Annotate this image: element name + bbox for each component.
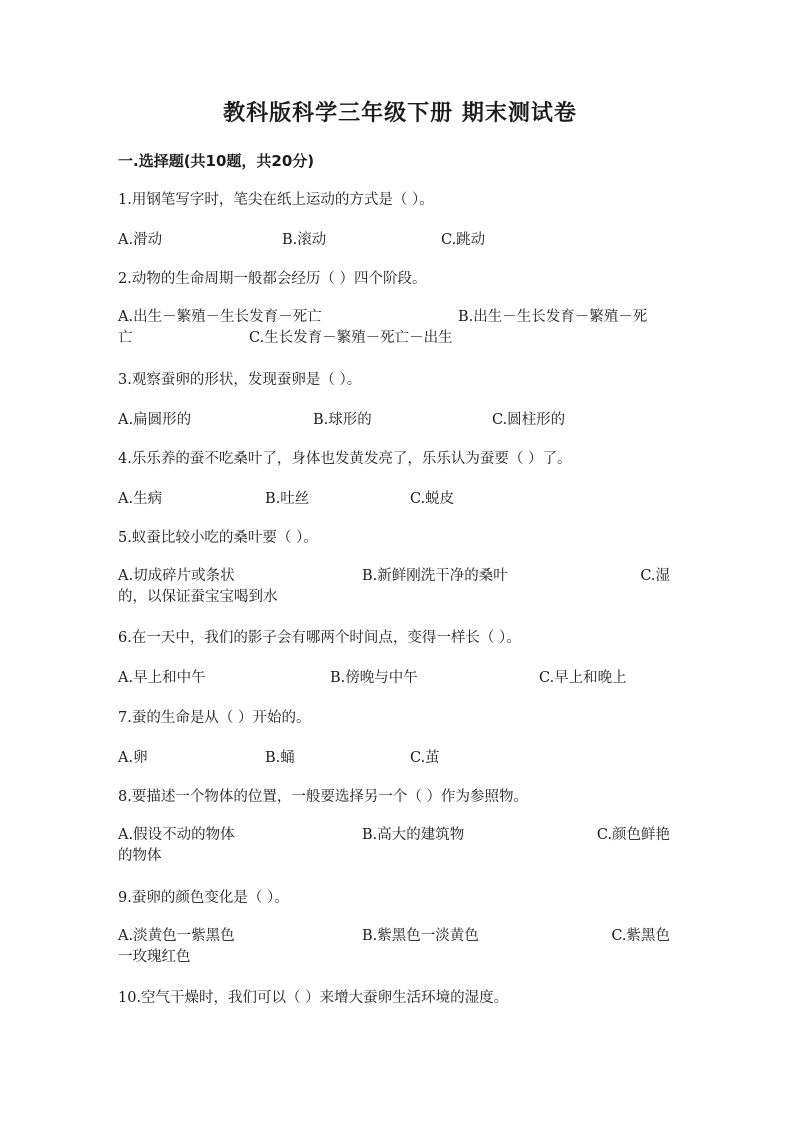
option-a: A.假设不动的物体 bbox=[118, 827, 235, 843]
page-title: 教科版科学三年级下册 期末测试卷 bbox=[223, 101, 577, 126]
question-1-options bbox=[118, 228, 670, 250]
option-a: A.淡黄色一紫黑色 bbox=[118, 928, 235, 944]
question-9: 9.蚕卵的颜色变化是（ ）。 bbox=[118, 890, 289, 906]
question-8: 8.要描述一个物体的位置，一般要选择另一个（ ）作为参照物。 bbox=[118, 789, 528, 805]
section-heading: 一.选择题(共10题，共20分) bbox=[118, 152, 315, 170]
question-6: 6.在一天中，我们的影子会有哪两个时间点，变得一样长（ ）。 bbox=[118, 630, 521, 646]
option-a: A.出生－繁殖－生长发育－死亡 bbox=[118, 309, 322, 325]
option-b: B.滚动 bbox=[282, 232, 327, 248]
option-c: C.颜色鲜艳 bbox=[596, 827, 670, 843]
option-b: B.吐丝 bbox=[265, 491, 310, 507]
option-b: B.蛹 bbox=[265, 750, 295, 766]
option-a: A.切成碎片或条状 bbox=[118, 568, 235, 584]
option-a: A.卵 bbox=[118, 750, 148, 766]
option-c: C.蜕皮 bbox=[410, 491, 455, 507]
option-b: B.傍晚与中午 bbox=[330, 670, 418, 686]
question-7-options bbox=[118, 746, 670, 768]
question-1: 1.用钢笔写字时，笔尖在纸上运动的方式是（ ）。 bbox=[118, 192, 434, 208]
option-c-continued: 的物体 bbox=[118, 848, 162, 864]
question-4-options bbox=[118, 487, 670, 509]
option-a: A.早上和中午 bbox=[118, 670, 206, 686]
option-b: B.球形的 bbox=[313, 412, 372, 428]
option-b: B.高大的建筑物 bbox=[362, 827, 465, 843]
option-c: C.茧 bbox=[410, 750, 440, 766]
question-2-options bbox=[118, 307, 670, 349]
option-a: A.滑动 bbox=[118, 232, 163, 248]
option-b: B.出生－生长发育－繁殖－死 bbox=[458, 309, 648, 325]
option-c: C.早上和晚上 bbox=[539, 670, 627, 686]
question-5: 5.蚁蚕比较小吃的桑叶要（ ）。 bbox=[118, 530, 318, 546]
option-a: A.生病 bbox=[118, 491, 163, 507]
question-6-options bbox=[118, 666, 670, 688]
option-b: B.紫黑色一淡黄色 bbox=[362, 928, 479, 944]
question-7: 7.蚕的生命是从（ ）开始的。 bbox=[118, 710, 311, 726]
question-4: 4.乐乐养的蚕不吃桑叶了，身体也发黄发亮了，乐乐认为蚕要（ ）了。 bbox=[118, 451, 572, 467]
option-b: B.新鲜刚洗干净的桑叶 bbox=[362, 568, 508, 584]
option-b-continued: 亡 bbox=[118, 330, 133, 346]
question-10: 10.空气干燥时，我们可以（ ）来增大蚕卵生活环境的湿度。 bbox=[118, 990, 509, 1006]
option-c: C.圆柱形的 bbox=[492, 412, 566, 428]
option-c: C.紫黑色 bbox=[611, 928, 670, 944]
option-c-continued: 的，以保证蚕宝宝喝到水 bbox=[118, 589, 278, 605]
option-c: C.生长发育－繁殖－死亡－出生 bbox=[249, 330, 453, 346]
question-3: 3.观察蚕卵的形状，发现蚕卵是（ ）。 bbox=[118, 372, 362, 388]
option-c-continued: 一玫瑰红色 bbox=[118, 949, 191, 965]
question-5-options bbox=[118, 566, 670, 608]
option-c: C.湿 bbox=[640, 568, 670, 584]
question-8-options bbox=[118, 825, 670, 867]
option-a: A.扁圆形的 bbox=[118, 412, 192, 428]
question-2: 2.动物的生命周期一般都会经历（ ）四个阶段。 bbox=[118, 271, 427, 287]
question-3-options bbox=[118, 408, 670, 430]
option-c: C.跳动 bbox=[441, 232, 486, 248]
question-9-options bbox=[118, 926, 670, 968]
